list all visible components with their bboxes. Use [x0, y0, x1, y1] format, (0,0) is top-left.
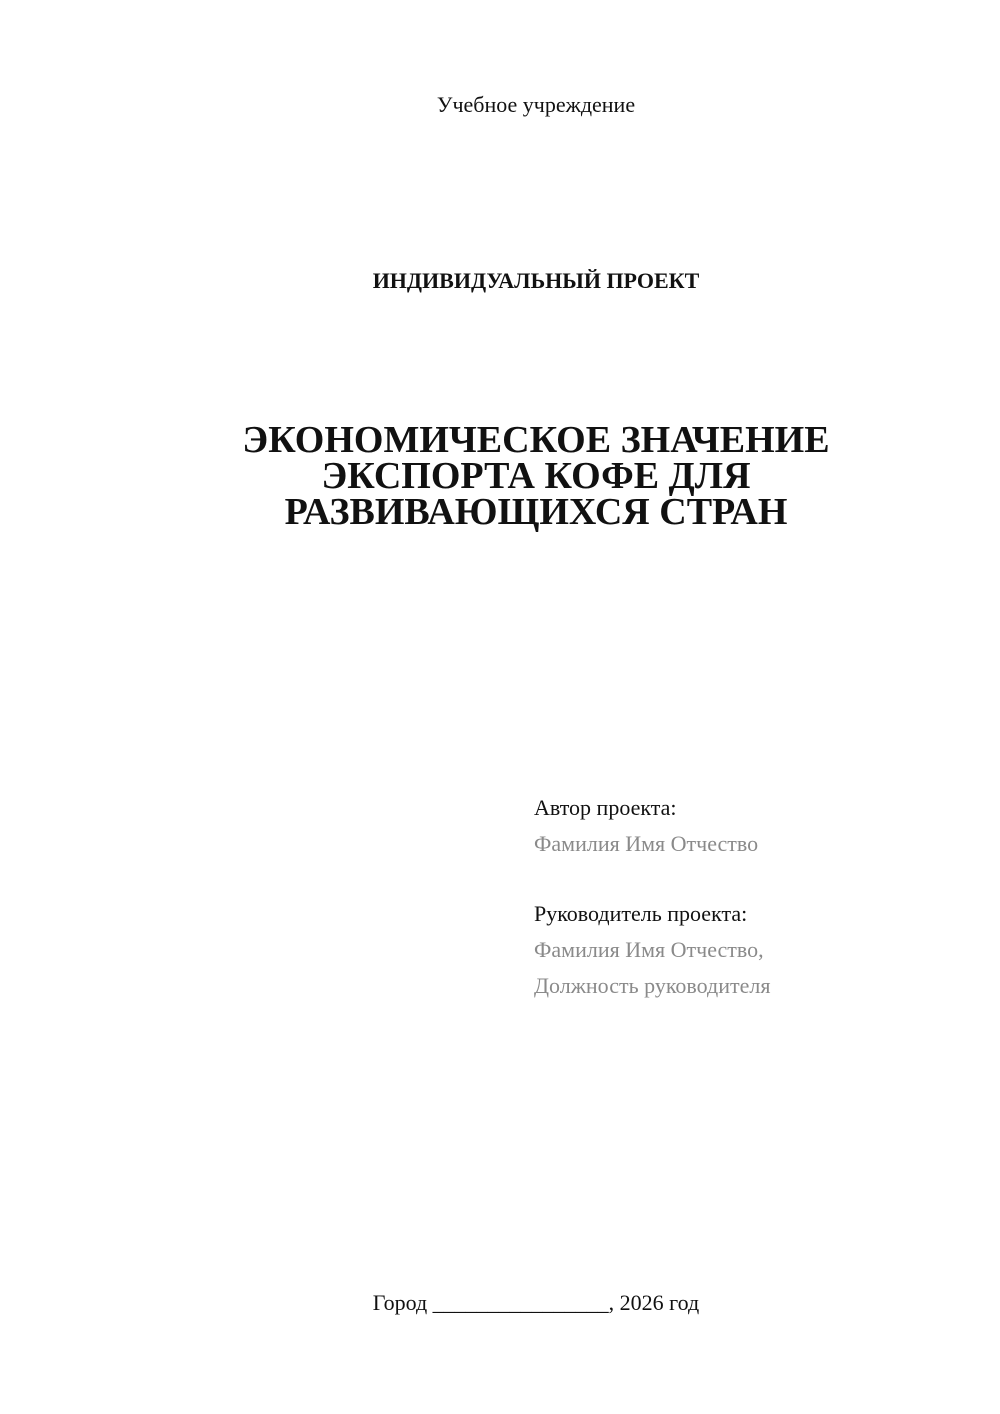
project-title-line: РАЗВИВАЮЩИХСЯ СТРАН [284, 491, 788, 533]
project-type-heading: ИНДИВИДУАЛЬНЫЙ ПРОЕКТ [372, 268, 700, 293]
project-title-line: ЭКСПОРТА КОФЕ ДЛЯ [321, 455, 751, 497]
credits-block [534, 790, 954, 1004]
project-title-line: ЭКОНОМИЧЕСКОЕ ЗНАЧЕНИЕ [242, 419, 830, 461]
author-label: Автор проекта: [534, 795, 677, 820]
supervisor-label: Руководитель проекта: [534, 901, 748, 926]
institution-name: Учебное учреждение [436, 92, 636, 117]
supervisor-position: Должность руководителя [534, 973, 771, 998]
supervisor-name: Фамилия Имя Отчество, [534, 937, 764, 962]
author-name: Фамилия Имя Отчество [534, 831, 759, 856]
city-year-line: Город ________________, 2026 год [372, 1290, 700, 1315]
spacer [534, 862, 954, 896]
project-title [186, 419, 886, 533]
